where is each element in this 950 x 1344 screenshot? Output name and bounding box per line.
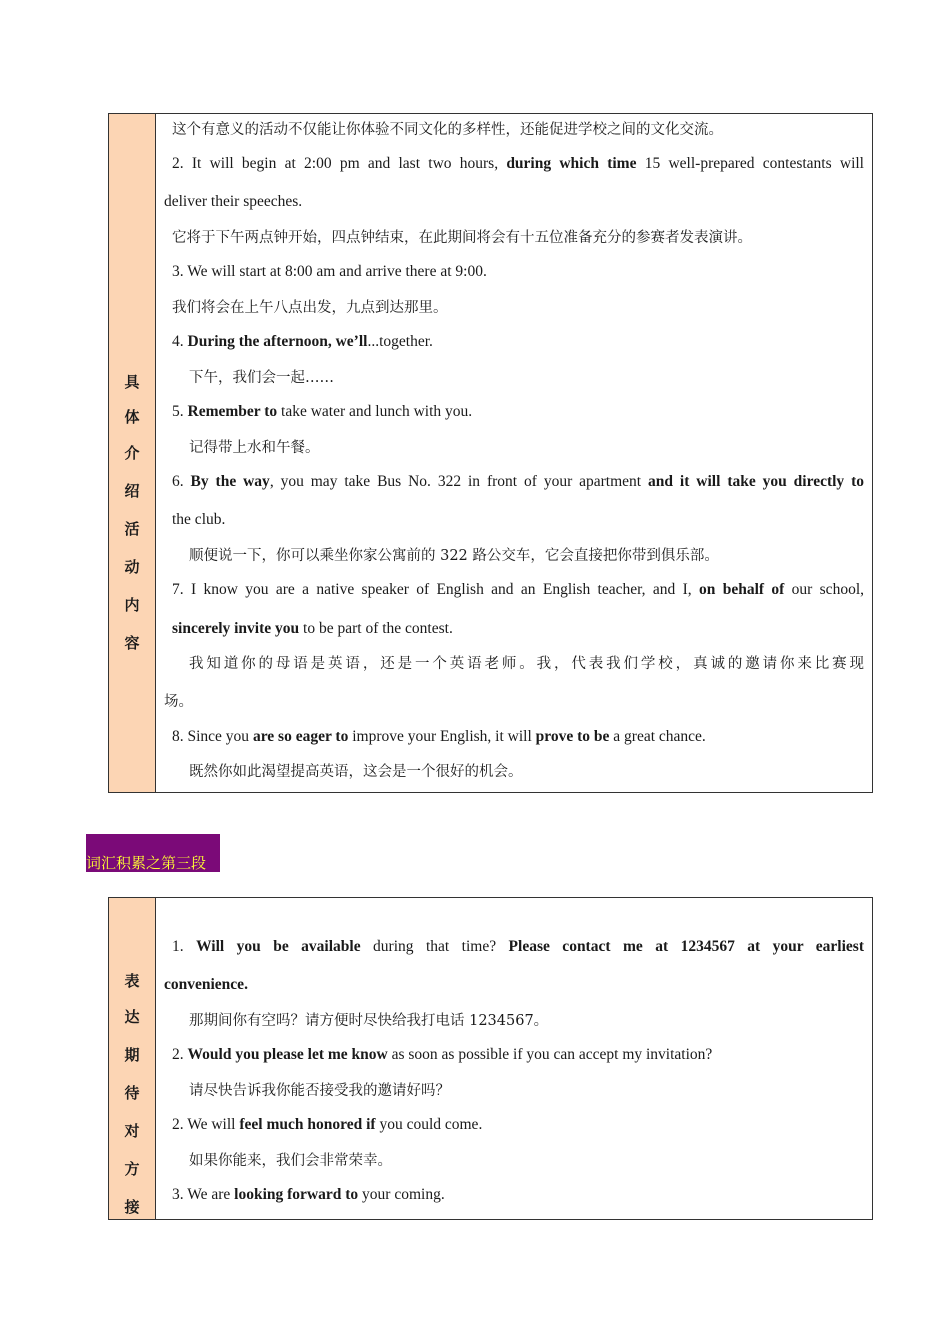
sentence-line: deliver their speeches. (164, 193, 303, 210)
sentence-line: 2. We will feel much honored if you could come. (172, 1116, 483, 1133)
side-char: 活 (124, 520, 140, 538)
section-header: 词汇积累之第三段 (86, 834, 220, 872)
side-char: 体 (124, 408, 140, 426)
expectation-table (108, 897, 873, 1220)
side-char: 对 (124, 1122, 140, 1140)
sentence-line: 1. Will you be available during that time? Please contact me at 1234567 at your earliest (172, 938, 864, 955)
translation-line: 这个有意义的活动不仅能让你体验不同文化的多样性，还能促进学校之间的文化交流。 (172, 122, 723, 138)
sentence-line: 2. Would you please let me know as soon as possible if you can accept my invitation? (172, 1046, 713, 1063)
translation-line: 顺便说一下，你可以乘坐你家公寓前的 322 路公交车，它会直接把你带到俱乐部。 (189, 548, 719, 564)
side-char: 容 (124, 634, 140, 652)
side-char: 介 (124, 444, 140, 462)
translation-line: 我们将会在上午八点出发，九点到达那里。 (172, 300, 448, 316)
table2-content (156, 898, 872, 1219)
sentence-line: 8. Since you are so eager to improve your English, it will prove to be a great chance. (172, 728, 706, 745)
activity-details-table (108, 113, 873, 793)
sentence-line: sincerely invite you to be part of the contest. (172, 620, 453, 637)
sentence-line: 4. During the afternoon, we’ll...together. (172, 333, 433, 350)
sentence-line: 3. We are looking forward to your coming. (172, 1186, 445, 1203)
sentence-line: 2. It will begin at 2:00 pm and last two hours, during which time 15 well-prepared contestants will (172, 155, 864, 172)
translation-line: 场。 (164, 694, 193, 710)
translation-line: 如果你能来，我们会非常荣幸。 (189, 1153, 392, 1169)
translation-line: 我知道你的母语是英语，还是一个英语老师。我，代表我们学校，真诚的邀请你来比赛现 (189, 656, 864, 672)
side-char: 方 (124, 1160, 140, 1178)
translation-line: 既然你如此渴望提高英语，这会是一个很好的机会。 (189, 764, 523, 780)
side-char: 接 (124, 1198, 140, 1216)
sentence-line: 7. I know you are a native speaker of English and an English teacher, and I, on behalf of our school, (172, 581, 864, 598)
translation-line: 记得带上水和午餐。 (189, 440, 320, 456)
table1-content (156, 114, 872, 792)
table1-side-label (109, 114, 156, 792)
sentence-line: 6. By the way, you may take Bus No. 322 in front of your apartment and it will take you directly to (172, 473, 865, 490)
table2-side-label (109, 898, 156, 1219)
side-char: 达 (124, 1008, 140, 1026)
translation-line: 请尽快告诉我你能否接受我的邀请好吗？ (189, 1083, 450, 1099)
side-char: 表 (124, 972, 140, 990)
translation-line: 它将于下午两点钟开始，四点钟结束，在此期间将会有十五位准备充分的参赛者发表演讲。 (172, 230, 752, 246)
translation-line: 下午，我们会一起…… (189, 370, 334, 386)
side-char: 内 (124, 596, 140, 614)
translation-line: 那期间你有空吗？请方便时尽快给我打电话 1234567。 (189, 1013, 549, 1029)
side-char: 动 (124, 558, 140, 576)
sentence-line: 3. We will start at 8:00 am and arrive there at 9:00. (172, 263, 487, 280)
sentence-line: convenience. (164, 976, 248, 993)
sentence-line: 5. Remember to take water and lunch with you. (172, 403, 473, 420)
side-char: 期 (124, 1046, 140, 1064)
sentence-line: the club. (172, 511, 226, 528)
side-char: 绍 (124, 482, 140, 500)
side-char: 具 (124, 373, 140, 391)
side-char: 待 (124, 1084, 140, 1102)
